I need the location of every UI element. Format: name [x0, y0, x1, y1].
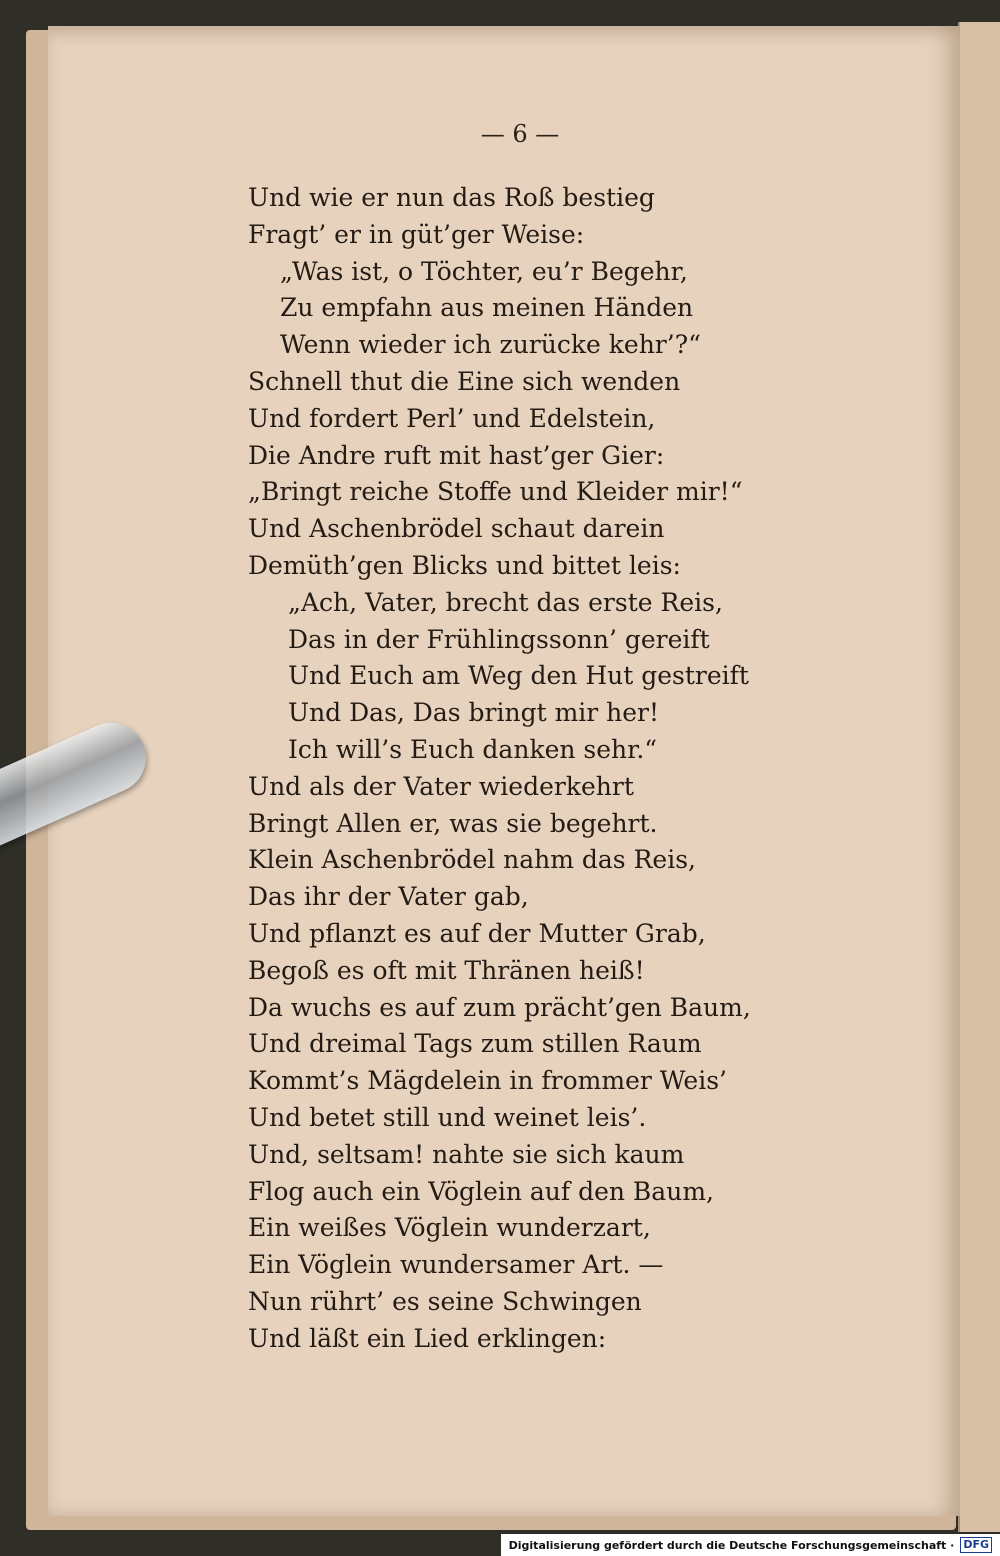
- poem-line: „Ach, Vater, brecht das erste Reis,: [288, 587, 723, 617]
- poem-line: Das ihr der Vater gab,: [248, 882, 529, 912]
- footer-credit: Digitalisierung gefördert durch die Deutsche Forschungsgemeinschaft ·: [508, 1538, 955, 1552]
- poem-text: [248, 180, 788, 1358]
- facing-page-edge: [958, 22, 1000, 1532]
- poem-line: Und als der Vater wiederkehrt: [248, 771, 634, 801]
- poem-line: Und, seltsam! nahte sie sich kaum: [248, 1139, 685, 1169]
- poem-line: Und Das, Das bringt mir her!: [288, 698, 660, 728]
- poem-line: Und Euch am Weg den Hut gestreift: [288, 661, 749, 691]
- poem-line: Wenn wieder ich zurücke kehr’?“: [280, 330, 701, 360]
- poem-line: Und Aschenbrödel schaut darein: [248, 514, 665, 544]
- poem-line: Und fordert Perl’ und Edelstein,: [248, 403, 656, 433]
- poem-line: Und pflanzt es auf der Mutter Grab,: [248, 918, 706, 948]
- poem-line: Das in der Frühlingssonn’ gereift: [288, 624, 710, 654]
- poem-line: „Bringt reiche Stoffe und Kleider mir!“: [248, 477, 743, 507]
- poem-line: Und wie er nun das Roß bestieg: [248, 183, 655, 212]
- poem-line: Demüth’gen Blicks und bittet leis:: [248, 550, 681, 580]
- poem-line: Und dreimal Tags zum stillen Raum: [248, 1029, 702, 1059]
- poem-line: Flog auch ein Vöglein auf den Baum,: [248, 1176, 714, 1206]
- poem-line: Ein Vöglein wundersamer Art. —: [248, 1250, 664, 1280]
- poem-line: Nun rührt’ es seine Schwingen: [248, 1286, 642, 1316]
- poem-line: Zu empfahn aus meinen Händen: [280, 293, 694, 323]
- poem-line: Kommt’s Mägdelein in frommer Weis’: [248, 1066, 728, 1096]
- poem-line: Ich will’s Euch danken sehr.“: [288, 734, 658, 764]
- poem-line: Und betet still und weinet leis’.: [248, 1102, 647, 1132]
- footer-banner: [501, 1534, 1000, 1556]
- poem-line: „Was ist, o Töchter, eu’r Begehr,: [280, 256, 688, 286]
- poem-line: Da wuchs es auf zum prächt’gen Baum,: [248, 992, 751, 1022]
- poem-line: Die Andre ruft mit hast’ger Gier:: [248, 440, 665, 470]
- poem-line: Klein Aschenbrödel nahm das Reis,: [248, 845, 696, 875]
- poem-line: Bringt Allen er, was sie begehrt.: [248, 808, 658, 838]
- poem-line: Und läßt ein Lied erklingen:: [248, 1323, 607, 1353]
- dfg-logo: DFG: [960, 1537, 992, 1553]
- poem-line: Schnell thut die Eine sich wenden: [248, 366, 681, 396]
- poem-line: Begoß es oft mit Thränen heiß!: [248, 955, 645, 985]
- poem-line: Fragt’ er in güt’ger Weise:: [248, 219, 585, 249]
- page-number: — 6 —: [480, 120, 560, 148]
- poem-line: Ein weißes Vöglein wunderzart,: [248, 1213, 651, 1243]
